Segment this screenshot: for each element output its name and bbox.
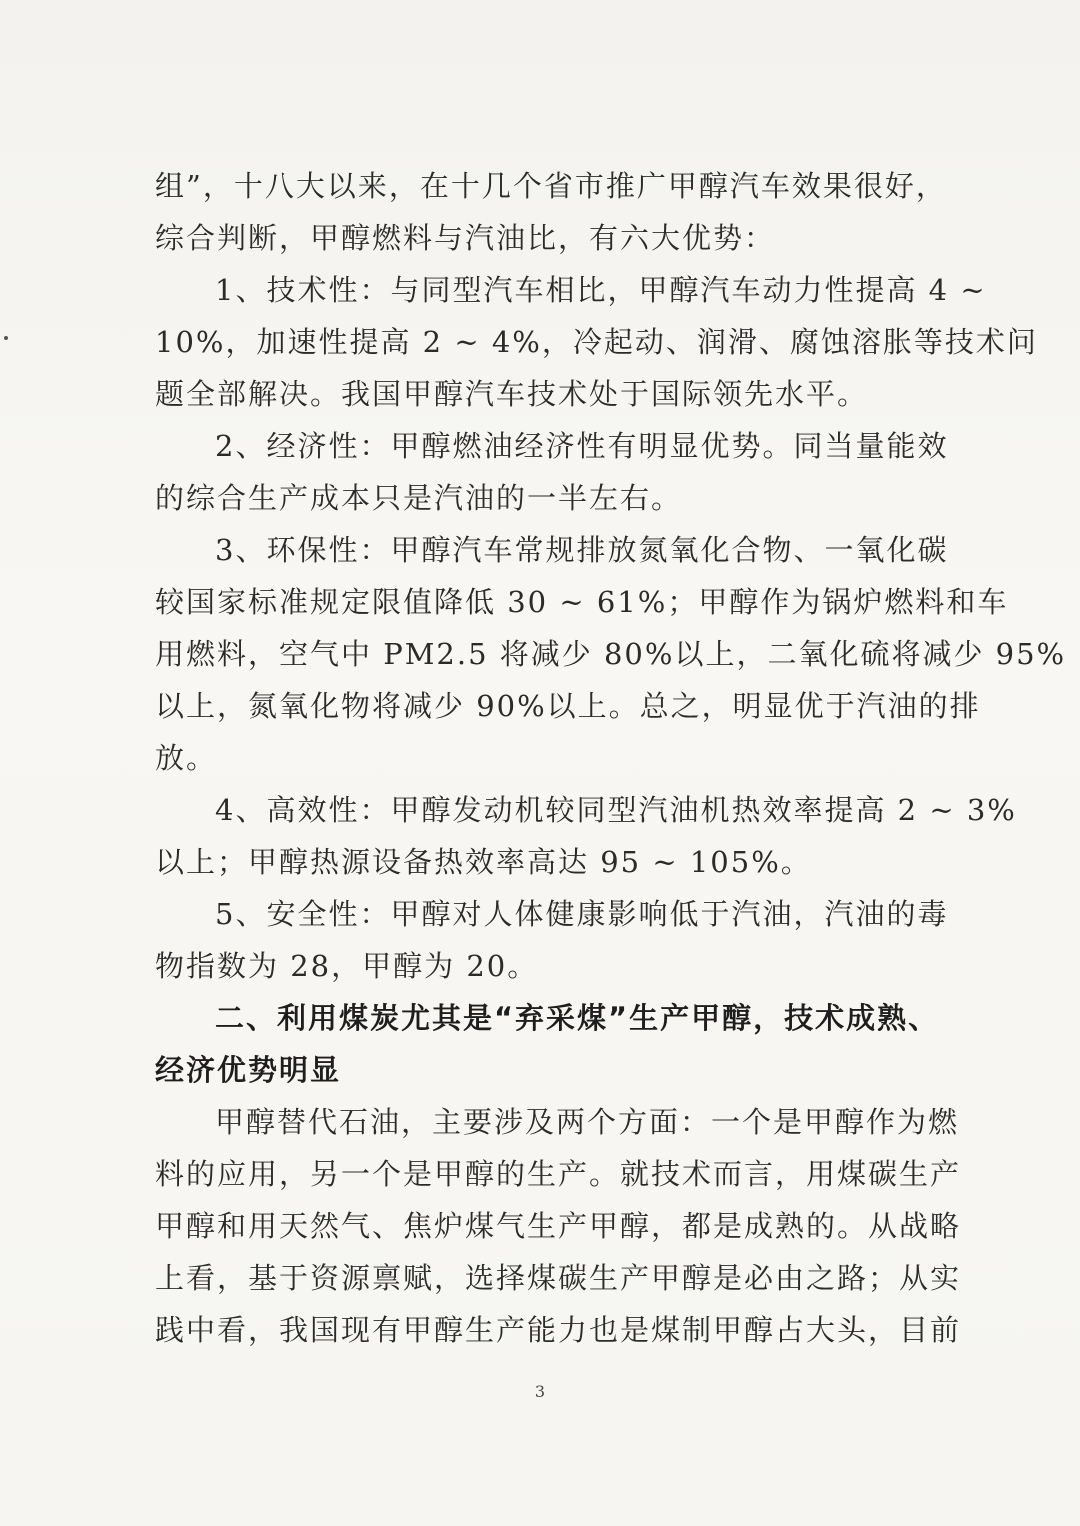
scan-speck — [4, 336, 8, 340]
body-line: 用燃料，空气中 PM2.5 将减少 80%以上，二氧化硫将减少 95% — [155, 637, 1067, 671]
body-line: 料的应用，另一个是甲醇的生产。就技术而言，用煤碳生产 — [155, 1157, 962, 1191]
document-body — [155, 160, 1067, 1356]
advantage-environmental: 3、环保性：甲醇汽车常规排放氮氧化合物、一氧化碳 — [215, 533, 949, 567]
body-line: 组”，十八大以来，在十几个省市推广甲醇汽车效果很好， — [155, 169, 947, 203]
page-number: 3 — [534, 1382, 546, 1401]
body-line: 物指数为 28，甲醇为 20。 — [155, 949, 539, 983]
body-line: 甲醇和用天然气、焦炉煤气生产甲醇，都是成熟的。从战略 — [155, 1209, 962, 1243]
body-line: 较国家标准规定限值降低 30 ~ 61%；甲醇作为锅炉燃料和车 — [155, 585, 1009, 619]
advantage-economic: 2、经济性：甲醇燃油经济性有明显优势。同当量能效 — [215, 429, 949, 463]
body-line: 综合判断，甲醇燃料与汽油比，有六大优势： — [155, 221, 776, 255]
body-line: 题全部解决。我国甲醇汽车技术处于国际领先水平。 — [155, 377, 869, 411]
body-line: 放。 — [155, 741, 218, 775]
body-line: 的综合生产成本只是汽油的一半左右。 — [155, 481, 683, 515]
advantage-efficiency: 4、高效性：甲醇发动机较同型汽油机热效率提高 2 ~ 3% — [215, 793, 1017, 827]
body-line: 上看，基于资源禀赋，选择煤碳生产甲醇是必由之路；从实 — [155, 1261, 962, 1295]
section-heading: 二、利用煤炭尤其是“弃采煤”生产甲醇，技术成熟、 — [215, 1001, 940, 1035]
body-line: 10%，加速性提高 2 ~ 4%，冷起动、润滑、腐蚀溶胀等技术问 — [155, 325, 1038, 359]
body-line: 以上，氮氧化物将减少 90%以上。总之，明显优于汽油的排 — [155, 689, 981, 723]
body-line: 践中看，我国现有甲醇生产能力也是煤制甲醇占大头，目前 — [155, 1313, 962, 1347]
section-heading-continued: 经济优势明显 — [155, 1053, 342, 1087]
body-line: 以上；甲醇热源设备热效率高达 95 ~ 105%。 — [155, 845, 812, 879]
advantage-safety: 5、安全性：甲醇对人体健康影响低于汽油，汽油的毒 — [215, 897, 949, 931]
advantage-technical: 1、技术性：与同型汽车相比，甲醇汽车动力性提高 4 ~ — [215, 273, 987, 307]
body-line: 甲醇替代石油，主要涉及两个方面：一个是甲醇作为燃 — [215, 1105, 960, 1139]
